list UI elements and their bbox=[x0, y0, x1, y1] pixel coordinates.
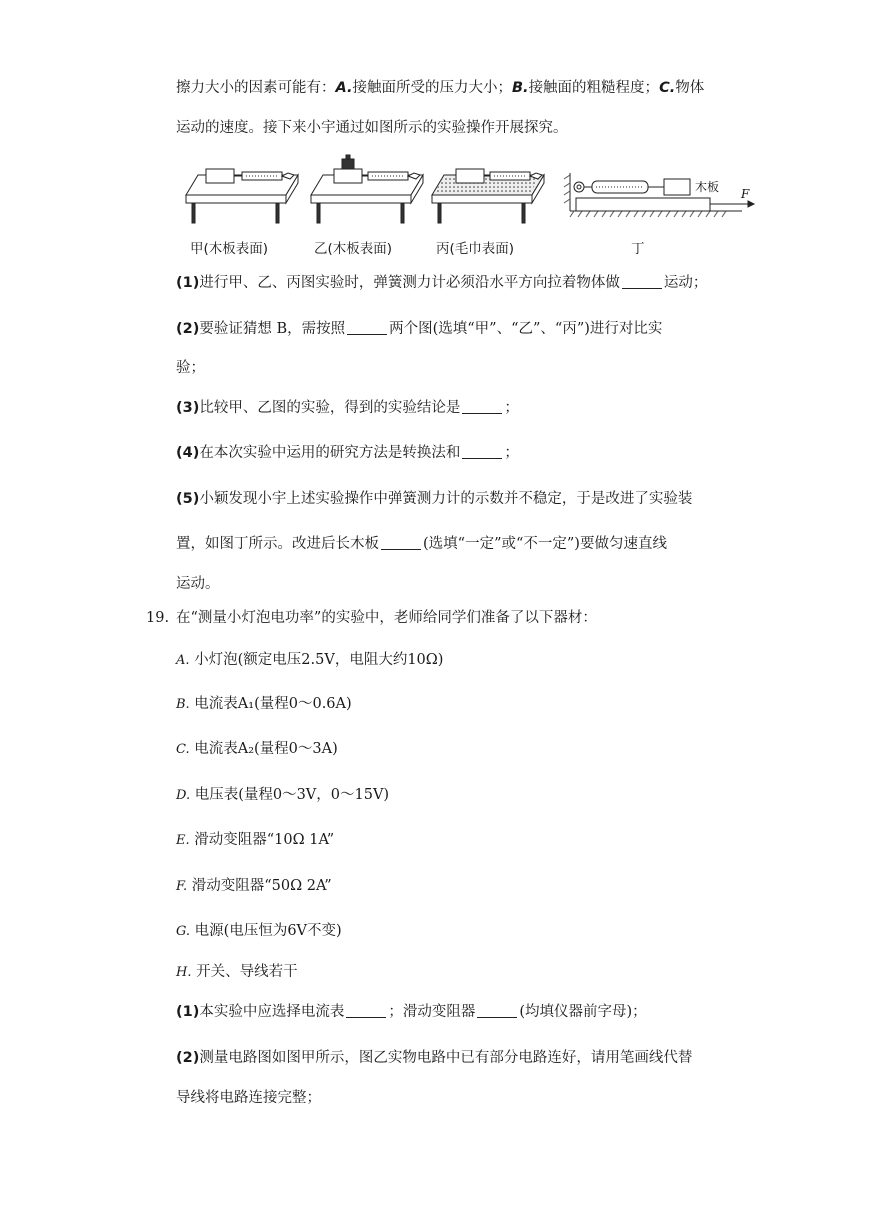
intro-text-d: 物体 bbox=[675, 80, 705, 96]
option-text: 电源(电压恒为6V不变) bbox=[194, 923, 342, 939]
option-g bbox=[176, 921, 342, 942]
setup-jia bbox=[186, 169, 298, 223]
option-letter: A. bbox=[176, 653, 190, 668]
setup-yi bbox=[311, 155, 423, 223]
option-b bbox=[176, 694, 352, 715]
intro-label-a: A. bbox=[335, 80, 353, 96]
answer-blank-ammeter[interactable] bbox=[346, 1003, 386, 1018]
q18-part-2-cont: 验； bbox=[176, 360, 205, 376]
option-letter: D. bbox=[176, 788, 191, 803]
part-text: 进行甲、乙、丙图实验时，弹簧测力计必须沿水平方向拉着物体做 bbox=[199, 275, 620, 291]
experiment-figure bbox=[176, 153, 756, 261]
part-text-mid: ；滑动变阻器 bbox=[388, 1004, 476, 1020]
fig-label-jia: 甲(木板表面) bbox=[190, 241, 269, 257]
q18-part-1 bbox=[176, 273, 707, 293]
setup-bing bbox=[432, 169, 544, 223]
part-text: 本实验中应选择电流表 bbox=[199, 1004, 345, 1020]
part-text-end: 运动； bbox=[663, 275, 708, 291]
option-text: 滑动变阻器“10Ω 1A” bbox=[194, 832, 335, 848]
option-text: 电流表A₂(量程0～3A) bbox=[194, 741, 338, 757]
part-number: (4) bbox=[176, 445, 200, 461]
part-number: (5) bbox=[176, 491, 200, 507]
part-text-end: (均填仪器前字母)； bbox=[519, 1004, 647, 1020]
intro-line-2: 运动的速度。接下来小宇通过如图所示的实验操作开展探究。 bbox=[176, 120, 568, 136]
part-text: 在本次实验中运用的研究方法是转换法和 bbox=[199, 445, 461, 461]
option-e bbox=[176, 830, 334, 851]
answer-blank-rheostat[interactable] bbox=[477, 1003, 517, 1018]
answer-blank[interactable] bbox=[462, 399, 502, 414]
option-c bbox=[176, 739, 338, 760]
option-f bbox=[176, 876, 332, 897]
option-letter: F. bbox=[176, 879, 188, 894]
part-number: (1) bbox=[176, 1004, 200, 1020]
answer-blank[interactable] bbox=[347, 320, 387, 335]
intro-text-b: 接触面所受的压力大小； bbox=[352, 80, 512, 96]
q18-part-4 bbox=[176, 443, 519, 463]
question-number: 19. bbox=[146, 610, 170, 626]
option-h bbox=[176, 962, 298, 983]
q18-part-3 bbox=[176, 398, 519, 418]
q19-part-2 bbox=[176, 1048, 692, 1068]
q18-part-5-cont2: 运动。 bbox=[176, 576, 220, 592]
part-number: (2) bbox=[176, 1050, 200, 1066]
intro-label-b: B. bbox=[512, 80, 529, 96]
option-a bbox=[176, 650, 443, 671]
option-letter: C. bbox=[176, 742, 190, 757]
option-letter: G. bbox=[176, 924, 191, 939]
intro-text-c: 接触面的粗糙程度； bbox=[528, 80, 660, 96]
part-text-end: 两个图(选填“甲”、“乙”、“丙”)进行对比实 bbox=[389, 321, 663, 337]
option-text: 滑动变阻器“50Ω 2A” bbox=[191, 878, 332, 894]
part-text-end: (选填“一定”或“不一定”)要做匀速直线 bbox=[423, 536, 667, 552]
part-text: 比较甲、乙图的实验，得到的实验结论是 bbox=[199, 400, 461, 416]
q19-stem: 在“测量小灯泡电功率”的实验中，老师给同学们准备了以下器材： bbox=[176, 610, 597, 626]
plank-label: 木板 bbox=[695, 180, 720, 194]
answer-blank[interactable] bbox=[462, 444, 502, 459]
intro-line-1 bbox=[176, 78, 704, 98]
option-text: 小灯泡(额定电压2.5V，电阻大约10Ω) bbox=[194, 652, 444, 668]
option-letter: E. bbox=[176, 833, 190, 848]
part-number: (1) bbox=[176, 275, 200, 291]
part-text: 要验证猜想 B，需按照 bbox=[199, 321, 346, 337]
answer-blank[interactable] bbox=[622, 274, 662, 289]
part-text-end: ； bbox=[504, 445, 519, 461]
q18-part-5-cont bbox=[176, 534, 667, 554]
force-label: F bbox=[741, 187, 750, 201]
intro-label-c: C. bbox=[659, 80, 676, 96]
fig-label-yi: 乙(木板表面) bbox=[314, 241, 393, 257]
intro-text-a: 擦力大小的因素可能有： bbox=[176, 80, 336, 96]
part-text: 测量电路图如图甲所示，图乙实物电路中已有部分电路连好，请用笔画线代替 bbox=[199, 1050, 693, 1066]
part-number: (3) bbox=[176, 400, 200, 416]
option-text: 电压表(量程0～3V，0～15V) bbox=[194, 787, 390, 803]
part-text-end: ； bbox=[504, 400, 519, 416]
q18-part-2 bbox=[176, 319, 662, 339]
q19-part-1 bbox=[176, 1002, 647, 1022]
option-d bbox=[176, 785, 389, 806]
fig-label-bing: 丙(毛巾表面) bbox=[436, 241, 515, 257]
q18-part-5 bbox=[176, 489, 692, 509]
option-letter: H. bbox=[176, 965, 192, 980]
option-text: 开关、导线若干 bbox=[196, 964, 298, 980]
setup-ding bbox=[564, 173, 754, 217]
answer-blank[interactable] bbox=[381, 535, 421, 550]
part-text: 小颖发现小宇上述实验操作中弹簧测力计的示数并不稳定，于是改进了实验装 bbox=[199, 491, 693, 507]
q19-part-2-cont: 导线将电路连接完整； bbox=[176, 1090, 321, 1106]
option-text: 电流表A₁(量程0～0.6A) bbox=[194, 696, 352, 712]
part-text: 置，如图丁所示。改进后长木板 bbox=[176, 536, 379, 552]
option-letter: B. bbox=[176, 697, 190, 712]
fig-label-ding: 丁 bbox=[631, 241, 645, 257]
part-number: (2) bbox=[176, 321, 200, 337]
